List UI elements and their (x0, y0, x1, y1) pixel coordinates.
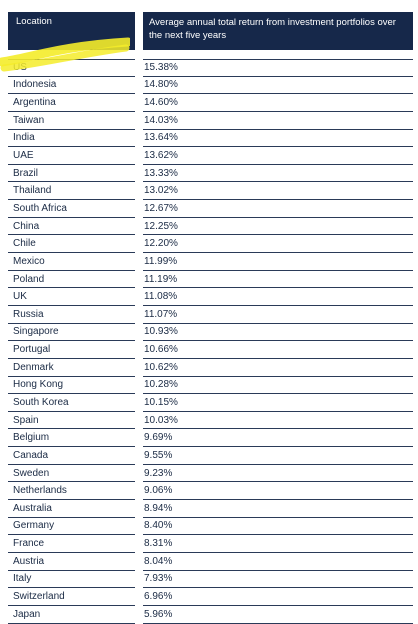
table-row (8, 253, 413, 271)
cell-return: 10.03% (143, 412, 413, 430)
cell-return: 12.20% (143, 235, 413, 253)
cell-return: 9.06% (143, 482, 413, 500)
table-row (8, 341, 413, 359)
table-header (8, 12, 413, 50)
table-row (8, 324, 413, 342)
cell-return: 11.99% (143, 253, 413, 271)
table-row (8, 606, 413, 624)
cell-return: 8.40% (143, 518, 413, 536)
table-row (8, 165, 413, 183)
cell-location: Spain (8, 412, 135, 430)
table-row (8, 465, 413, 483)
table-row (8, 271, 413, 289)
table-row (8, 200, 413, 218)
cell-return: 10.62% (143, 359, 413, 377)
cell-location: Belgium (8, 429, 135, 447)
cell-location: Singapore (8, 324, 135, 342)
cell-location: Japan (8, 606, 135, 624)
cell-return: 11.08% (143, 288, 413, 306)
cell-location: Australia (8, 500, 135, 518)
cell-location: France (8, 535, 135, 553)
table-row (8, 429, 413, 447)
cell-location: Indonesia (8, 77, 135, 95)
table-row (8, 218, 413, 236)
cell-return: 14.03% (143, 112, 413, 130)
cell-return: 13.02% (143, 182, 413, 200)
table-row (8, 482, 413, 500)
table-row (8, 59, 413, 77)
cell-return: 9.69% (143, 429, 413, 447)
cell-return: 7.93% (143, 571, 413, 589)
table-row (8, 535, 413, 553)
cell-location: Canada (8, 447, 135, 465)
cell-location: Hong Kong (8, 377, 135, 395)
cell-location: US (8, 59, 135, 77)
cell-location: Italy (8, 571, 135, 589)
table-row (8, 377, 413, 395)
cell-location: Thailand (8, 182, 135, 200)
table-row (8, 77, 413, 95)
cell-return: 13.33% (143, 165, 413, 183)
cell-return: 13.62% (143, 147, 413, 165)
cell-location: Portugal (8, 341, 135, 359)
table-row (8, 359, 413, 377)
cell-location: UAE (8, 147, 135, 165)
cell-location: Austria (8, 553, 135, 571)
table-row (8, 182, 413, 200)
cell-location: Brazil (8, 165, 135, 183)
cell-return: 9.23% (143, 465, 413, 483)
cell-return: 5.96% (143, 606, 413, 624)
cell-location: UK (8, 288, 135, 306)
cell-return: 10.66% (143, 341, 413, 359)
cell-return: 10.93% (143, 324, 413, 342)
cell-return: 10.28% (143, 377, 413, 395)
cell-location: Denmark (8, 359, 135, 377)
cell-return: 14.60% (143, 94, 413, 112)
cell-return: 11.19% (143, 271, 413, 289)
header-location: Location (8, 12, 135, 50)
cell-location: Taiwan (8, 112, 135, 130)
cell-return: 14.80% (143, 77, 413, 95)
cell-location: Germany (8, 518, 135, 536)
table-row (8, 553, 413, 571)
cell-return: 8.04% (143, 553, 413, 571)
cell-location: Argentina (8, 94, 135, 112)
table-row (8, 588, 413, 606)
cell-return: 12.67% (143, 200, 413, 218)
cell-return: 6.96% (143, 588, 413, 606)
cell-location: Russia (8, 306, 135, 324)
table-row (8, 235, 413, 253)
cell-location: Netherlands (8, 482, 135, 500)
table-row (8, 500, 413, 518)
table-body (8, 59, 413, 624)
cell-location: China (8, 218, 135, 236)
header-return: Average annual total return from investment portfolios over the next five years (143, 12, 413, 50)
cell-location: South Africa (8, 200, 135, 218)
cell-location: India (8, 130, 135, 148)
cell-return: 12.25% (143, 218, 413, 236)
cell-location: Mexico (8, 253, 135, 271)
cell-return: 8.31% (143, 535, 413, 553)
table-row (8, 447, 413, 465)
cell-return: 8.94% (143, 500, 413, 518)
table-row (8, 571, 413, 589)
returns-table (8, 12, 413, 624)
cell-location: South Korea (8, 394, 135, 412)
table-row (8, 394, 413, 412)
cell-return: 10.15% (143, 394, 413, 412)
cell-location: Switzerland (8, 588, 135, 606)
table-row (8, 94, 413, 112)
cell-return: 11.07% (143, 306, 413, 324)
table-row (8, 112, 413, 130)
cell-return: 15.38% (143, 59, 413, 77)
table-row (8, 147, 413, 165)
table-row (8, 130, 413, 148)
cell-return: 9.55% (143, 447, 413, 465)
cell-location: Sweden (8, 465, 135, 483)
table-row (8, 412, 413, 430)
cell-return: 13.64% (143, 130, 413, 148)
table-row (8, 288, 413, 306)
table-row (8, 306, 413, 324)
table-row (8, 518, 413, 536)
cell-location: Chile (8, 235, 135, 253)
cell-location: Poland (8, 271, 135, 289)
